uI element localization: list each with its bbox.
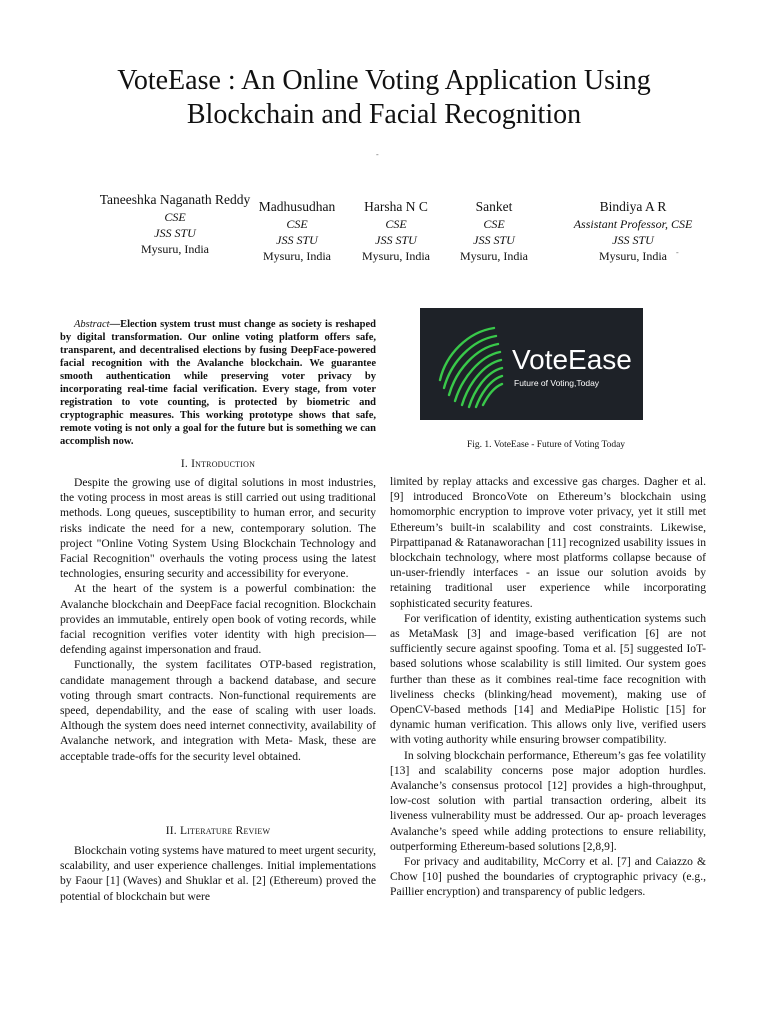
paragraph: Despite the growing use of digital solutions in most industries, the voting process in most areas is still carried out using traditional methods. Long queues, susceptibility to human error, and security risks indicate the need for a new, contemporary solution. The project "Online Voting System Using Blockchain Technology and Facial Recognition" overhauls the voting process using the latest technologies, ensuring security and accessibility for everyone.	[60, 476, 376, 581]
author-location: Mysuru, India	[263, 249, 331, 263]
paragraph: For privacy and auditability, McCorry et al. [7] and Caiazzo & Chow [10] pushed the boundaries of cryptographic privacy (e.g., Paillier encryption) and transparency of public ledgers.	[390, 855, 706, 899]
author-name: Madhusudhan	[258, 199, 336, 214]
author-role: CSE	[164, 210, 186, 224]
author-name: Bindiya A R	[599, 199, 667, 214]
abstract	[60, 318, 376, 448]
author-org: JSS STU	[612, 233, 654, 247]
author-role: CSE	[385, 217, 407, 231]
right-column-body	[390, 474, 706, 900]
abstract-label: Abstract	[74, 319, 110, 330]
author-location: Mysuru, India	[362, 249, 430, 263]
title-line-1: VoteEase : An Online Voting Application Using	[117, 65, 651, 96]
author-5	[546, 197, 720, 264]
literature-review-body	[60, 843, 376, 904]
paragraph: In solving blockchain performance, Ethereum’s gas fee volatility [13] and scalability concerns pose major adoption hurdles. Avalanche’s consensus protocol [12] provides a high-throughput, low-cost solution with partial transaction ordering, albeit its liveness vulnerability must be addressed. Our ap- proach leverages Avalanche’s speed while adding protections to ensure reliability, outperforming Ethereum-based solutions [2,8,9].	[390, 748, 706, 853]
author-role: CSE	[483, 217, 505, 231]
paper-title	[40, 64, 728, 132]
paragraph: limited by replay attacks and excessive gas charges. Dagher et al. [9] introduced BroncoVote on Ethereum’s blockchain using homomorphic encryption to improve voter privacy, yet it still met Ethereum’s built-in scalability and cost constraints. Likewise, Pirpattipanad & Ratanaworachan [11] recognized usability issues in blockchain technology, where most platforms collapse because of un-user-friendly interfaces - an issue our solution avoids by retaining traditional user experience while incorporating sophisticated security features.	[390, 475, 706, 610]
stray-mark: -	[676, 248, 679, 257]
figure-caption: Fig. 1. VoteEase - Future of Voting Today	[466, 440, 626, 450]
paragraph: At the heart of the system is a powerful combination: the Avalanche blockchain and DeepFace facial recognition. Blockchain provides an immutable, entirely open book of voting records, while facial recognition verifies voter identity with high precision—defending against impersonation and fraud.	[60, 582, 376, 657]
paragraph: For verification of identity, existing authentication systems such as MetaMask [3] and image-based verification [6] are not sufficiently secure against spoofing. Toma et al. [5] suggested IoT-based solutions whose scalability is still limited. Our system goes further than these as it combines real-time face recognition with liveliness checks (blinking/head movement), making use of OpenCV-based methods [14] and MediaPipe Holistic [15] for dynamic human verification. This allows only live, verified users with voting authority while ensuring browser compatibility.	[390, 611, 706, 747]
author-org: JSS STU	[473, 233, 515, 247]
author-location: Mysuru, India	[460, 249, 528, 263]
author-role: Assistant Professor, CSE	[573, 217, 693, 231]
introduction-body	[60, 475, 376, 764]
paragraph: Functionally, the system facilitates OTP-based registration, candidate management through a backend database, and secure voting through smart contracts. Non-functional requirements are speed, dependability, and the ease of scaling with user loads. Although the system does need internet connectivity, availability of Avalanche network, and integration with Meta- Mask, these are acceptable trade-offs for the security level obtained.	[60, 658, 376, 763]
voteease-logo-graphic	[420, 308, 643, 420]
author-name: Taneeshka Naganath Reddy	[99, 192, 251, 207]
section-numeral: II.	[165, 825, 177, 837]
title-mark: -	[376, 150, 379, 159]
author-org: JSS STU	[375, 233, 417, 247]
section-heading-introduction	[60, 458, 376, 470]
author-location: Mysuru, India	[599, 249, 667, 263]
author-name: Sanket	[475, 199, 513, 214]
section-title: Literature Review	[179, 825, 271, 837]
section-numeral: I.	[180, 458, 188, 470]
author-name: Harsha N C	[364, 199, 428, 214]
title-line-2: Blockchain and Facial Recognition	[186, 99, 582, 130]
author-2	[242, 197, 352, 264]
figure-logo	[420, 308, 643, 420]
section-title: Introduction	[191, 458, 256, 470]
author-role: CSE	[286, 217, 308, 231]
author-org: JSS STU	[154, 226, 196, 240]
abstract-text: —Election system trust must change as society is reshaped by digital transformation. Our online voting platform offers safe, transparent, and decentralised elections by fusing DeepFace-powered facial recognition with the Avalanche blockchain. We guarantee smooth authentication while preserving voter privacy by incorporating real-time facial verification. Every stage, from voter registration to vote counting, is protected by biometric and cryptographic measures. This working prototype shows that safe, remote voting is not only a goal for the future but is something we can accomplish now.	[60, 319, 376, 447]
logo-brand-text: VoteEase	[512, 344, 632, 375]
section-heading-literature-review	[60, 825, 376, 837]
author-4	[444, 197, 544, 264]
logo-tagline-text: Future of Voting,Today	[514, 378, 600, 388]
author-org: JSS STU	[276, 233, 318, 247]
author-3	[346, 197, 446, 264]
author-location: Mysuru, India	[141, 242, 209, 256]
paragraph: Blockchain voting systems have matured to meet urgent security, scalability, and user experience challenges. Initial implementations by Faour [1] (Waves) and Shuklar et al. [2] (Ethereum) proved the potential of blockchain but were	[60, 844, 377, 903]
